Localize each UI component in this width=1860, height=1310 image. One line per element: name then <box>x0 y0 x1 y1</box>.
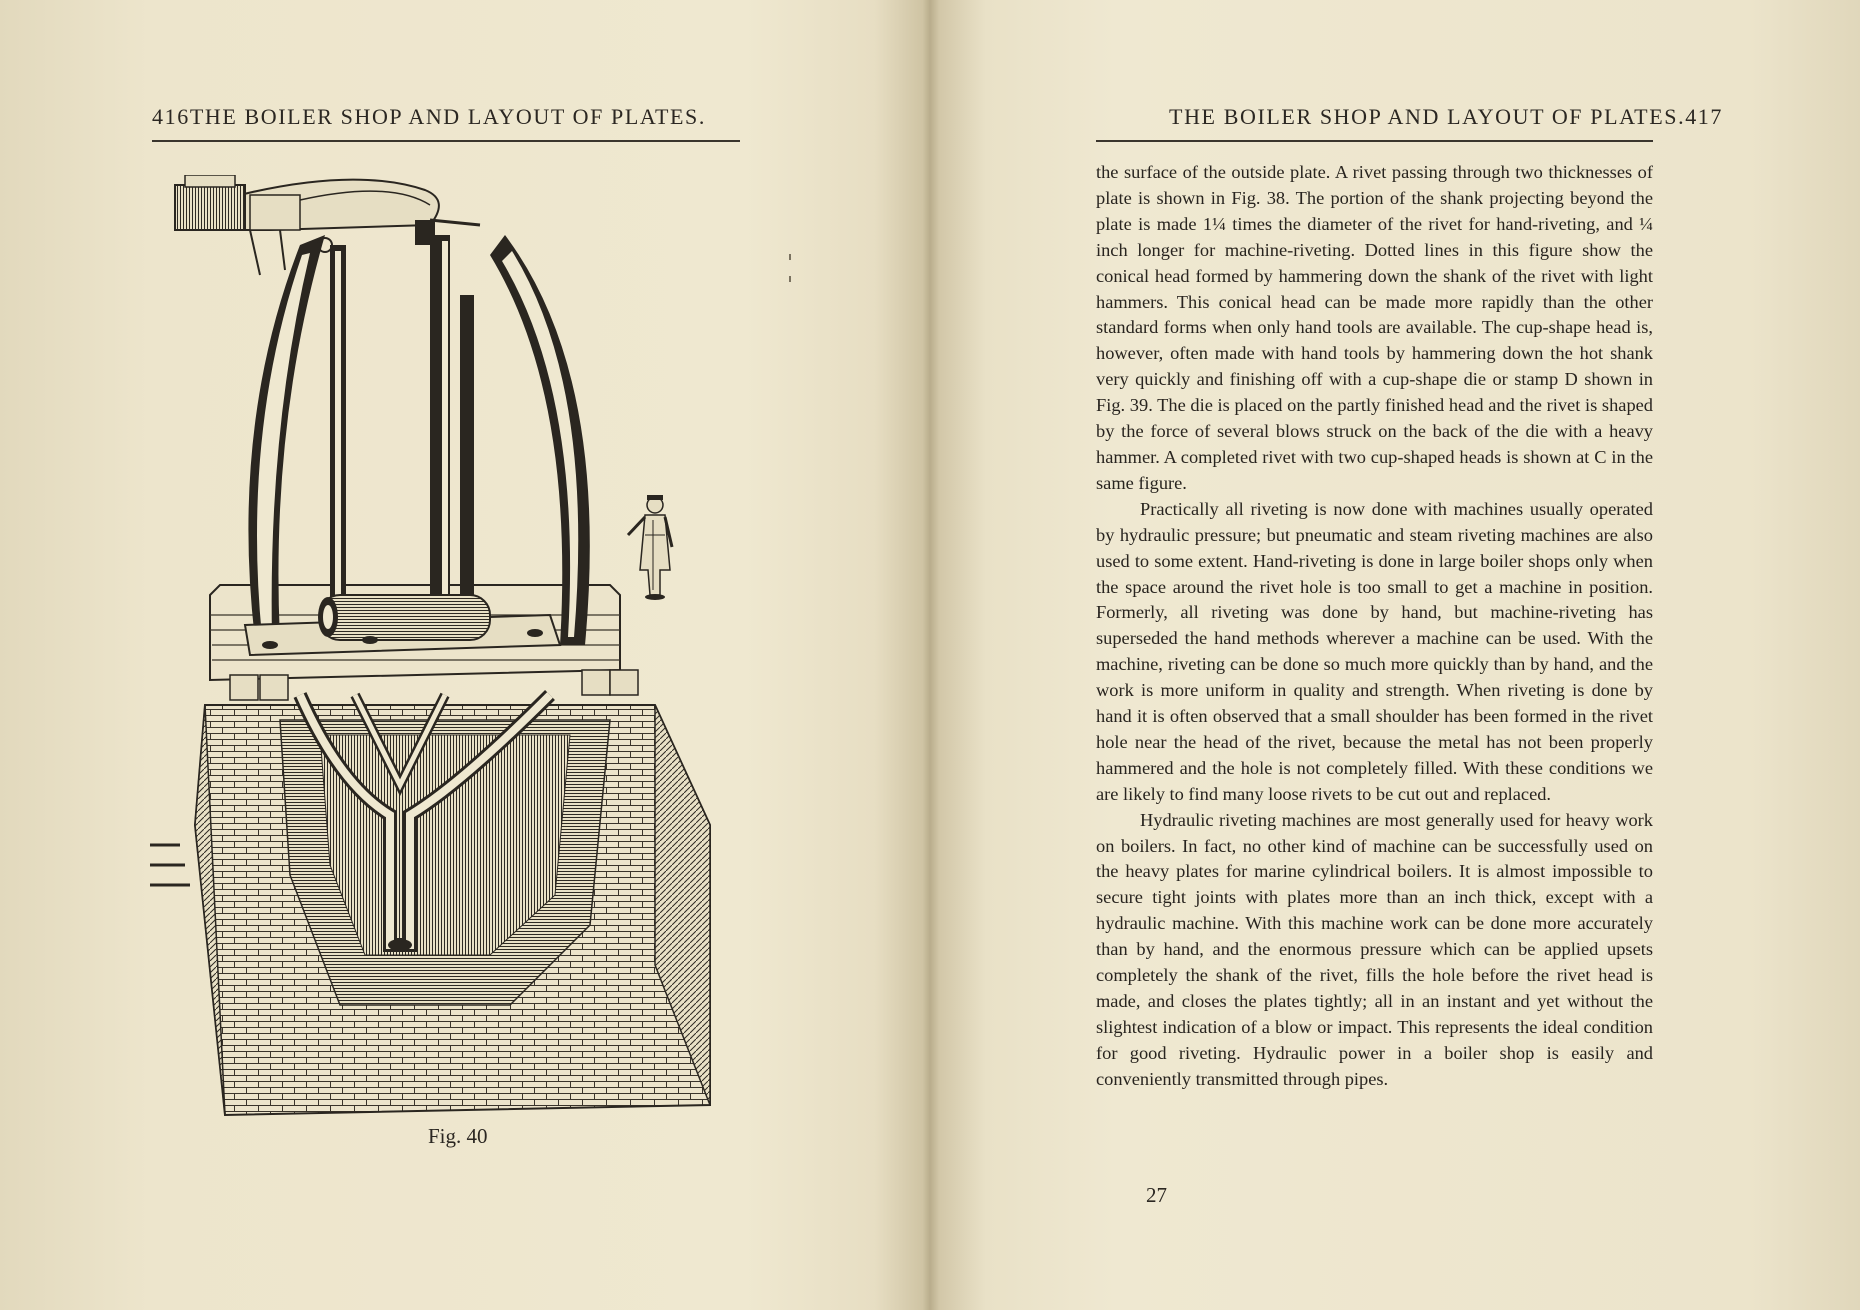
right-page-number: 417 <box>1685 104 1723 129</box>
brick-foundation <box>150 705 710 1115</box>
worker-figure <box>628 495 672 600</box>
left-running-head: THE BOILER SHOP AND LAYOUT OF PLATES. <box>189 104 706 129</box>
right-page <box>930 0 1860 1310</box>
paragraph: Hydraulic riveting machines are most generally used for heavy work on boilers. In fact, no other kind of machine can be successfully used on the heavy plates for marine cylindrical boilers. It is almost impossible to secure tight joints with plates more than an inch thick, except with a hydraulic machine. With this machine work can be done more accurately than by hand, and the enormous pressure which can be applied upsets completely the shank of the rivet, fills the hole before the rivet head is made, and closes the plates tightly; all in an instant and yet without the slightest indication of a blow or impact. This represents the ideal condition for good riveting. Hydraulic power in a boiler shop is easily and conveniently transmitted through pipes. <box>1096 809 1653 1089</box>
margin-tick <box>789 254 791 260</box>
figure-caption: Fig. 40 <box>428 1124 488 1148</box>
signature-mark: 27 <box>1146 1183 1167 1207</box>
left-header-rule <box>152 140 740 142</box>
paragraph: the surface of the outside plate. A rivet passing through two thicknesses of plate is shown in Fig. 38. The portion of the shank projecting beyond the plate is made 1¼ times the diameter of the rivet for hand-riveting, and ¼ inch longer for machine-riveting. Dotted lines in this figure show the conical head formed by hammering down the shank of the rivet with light hammers. This conical head can be made more rapidly than the other standard forms when only hand tools are available. The cup-shape head is, however, often made with hand tools by hammering down the hot shank very quickly and finishing off with a cup-shape die or stamp D shown in Fig. 39. The die is placed on the partly finished head and the rivet is shaped by the force of several blows struck on the back of the die with a heavy hammer. A completed rivet with two cup-shaped heads is shown at C in the same figure. <box>1096 162 1653 493</box>
left-page-number: 416 <box>152 104 190 129</box>
riveting-machine-illustration <box>150 175 750 1120</box>
right-header-rule <box>1096 140 1653 142</box>
machine-frame <box>175 175 590 645</box>
left-running-header <box>152 104 706 130</box>
body-text <box>1096 160 1653 1093</box>
margin-tick <box>789 276 791 282</box>
paragraph: Practically all riveting is now done with machines usually operated by hydraulic pressure; but pneumatic and steam riveting machines are also used to some extent. Hand-riveting is done in large boiler shops only when the space around the rivet hole is too small to get a machine in position. Formerly, all riveting was done by hand, but machine-riveting has superseded the hand methods wherever a machine can be used. With the machine, riveting can be done so much more quickly than by hand, and the work is more uniform in quality and strength. When riveting is done by hand it is often observed that a small shoulder has been formed in the rivet hole near the head of the rivet, because the metal has not been properly hammered and the hole is not completely filled. With these conditions we are likely to find many loose rivets to be cut out and replaced. <box>1096 498 1653 804</box>
right-running-head: THE BOILER SHOP AND LAYOUT OF PLATES. <box>1169 104 1686 129</box>
right-running-header <box>1169 104 1723 130</box>
